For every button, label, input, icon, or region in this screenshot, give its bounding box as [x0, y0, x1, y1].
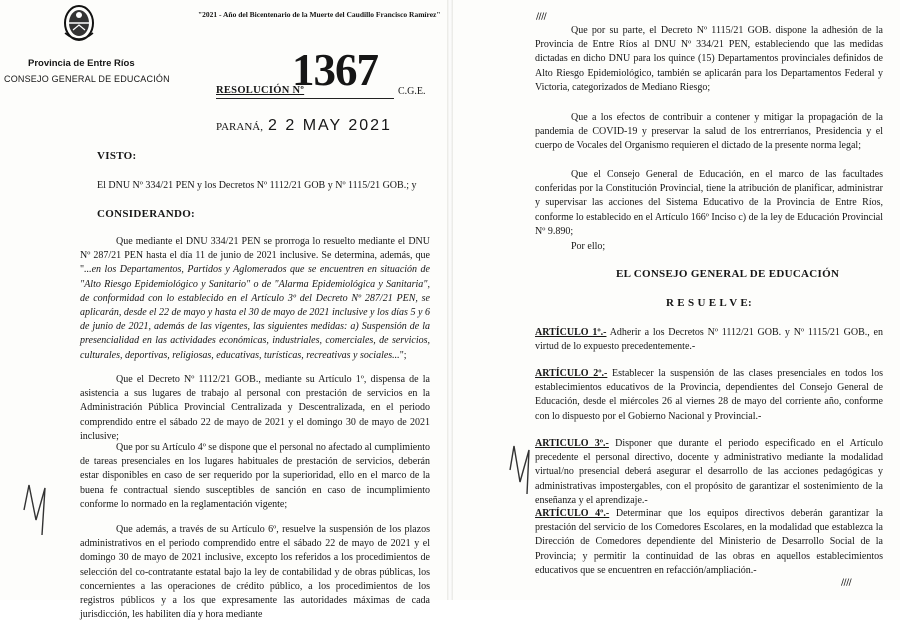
p2-text: Que el Decreto Nº 1112/21 GOB., mediante su Artículo 1º, dispensa de la asistencia a sus lugares de trabajo al personal con prestación de servicios en la Administración Pública Provincial Centralizada y Descentralizada, en el periodo comprendido entre el sábado 22 de mayo de 2021 y el domingo 30 de mayo de 2021 inclusive;	[80, 374, 430, 442]
initial-mark-icon	[20, 480, 50, 540]
article-1-label: ARTÍCULO 1º.-	[535, 327, 607, 338]
considerando-paragraph-2	[80, 373, 430, 444]
resolution-label: RESOLUCIÓN Nº	[216, 85, 305, 96]
article-2-label: ARTÍCULO 2º.-	[535, 368, 608, 379]
article-3-label: ARTICULO 3º.-	[535, 438, 609, 449]
right-page	[453, 0, 900, 600]
p1-quote: ...en los Departamentos, Partidos y Aglomerados que se encuentren en situación de "Alto Riesgo Epidemiológico y Sanitario" o de "Alarma Epidemiológica y Sanitaria", de conformidad con lo establecido en el Artículo 3º del Decreto Nº 287/21 PEN, se aplicarán, desde el 22 de mayo y hasta el 30 de mayo de 2021 inclusive y los días 5 y 6 de junio de 2021, además de las vigentes, las siguientes medidas: a) Suspensión de la presencialidad en las actividades económicas, industriales, comerciales, de servicios, culturales, deportivas, religiosas, educativas, turísticas, recreativas y sociales...	[80, 264, 430, 361]
resolution-suffix: C.G.E.	[398, 86, 426, 97]
p4-text: Que además, a través de su Artículo 6º, resuelve la suspensión de los plazos administrativos en el periodo comprendido entre el sábado 22 de mayo de 2021 y el domingo 30 de mayo de 2021 inclusive, excepto los referidos a los procedimientos de selección del co-contratante estatal bajo la ley de contabilidad y de obras públicas, los concernientes a las operaciones de crédito público, a los procedimientos de los registros públicos y a los que expresamente las autoridades máximas de cada jurisdicción, les habiliten día y hora mediante	[80, 524, 430, 621]
left-page	[0, 0, 447, 621]
article-3-text: Disponer que durante el periodo especificado en el Artículo precedente el personal directivo, docente y administrativo mediante la modalidad virtual/no presencial deberá asegurar el desarrollo de las acciones pedagógicas y administrativas impostergables, con el propósito de garantizar el sostenimiento de la enseñanza y el aprendizaje.-	[535, 438, 883, 506]
continuation-mark-top: ////	[536, 12, 547, 22]
considerando-paragraph-6	[535, 111, 883, 154]
continuation-mark-bottom: ////	[841, 578, 852, 588]
considerando-paragraph-1	[80, 235, 430, 363]
considerando-paragraph-5	[535, 24, 883, 95]
resolution-underline	[216, 98, 394, 99]
date-place: PARANÁ,	[216, 121, 263, 133]
visto-text: El DNU Nº 334/21 PEN y los Decretos Nº 1112/21 GOB y Nº 1115/21 GOB.; y	[97, 180, 417, 191]
date-stamp: 2 2 MAY 2021	[268, 117, 392, 134]
visto-heading: VISTO:	[97, 150, 137, 162]
p6-text: Que a los efectos de contribuir a contener y mitigar la propagación de la pandemia de COVID-19 y preservar la salud de los entrerrianos, Presidencia y el cuerpo de Vocales del Organismo requieren el dictado de la presente norma legal;	[535, 112, 883, 152]
p1-end: ";	[399, 349, 407, 361]
article-4-label: ARTÍCULO 4º.-	[535, 508, 610, 519]
considerando-paragraph-4	[80, 523, 430, 622]
p5-text: Que por su parte, el Decreto Nº 1115/21 GOB. dispone la adhesión de la Provincia de Entre Ríos al DNU Nº 334/21 PEN, estableciendo que las medidas dictadas en dicho DNU para los quince (15) Departamentos provinciales definidos de Alto Riesgo Epidemiológico, también se aplicarán para los Departamentos Federal y Victoria, categorizados de Mediano Riesgo;	[535, 25, 883, 93]
considerando-paragraph-3	[80, 441, 430, 512]
article-2	[535, 367, 883, 424]
provincial-crest-icon	[62, 3, 96, 43]
resuelve-heading: R E S U E L V E:	[666, 297, 753, 309]
resolution-number: 1367	[292, 45, 378, 95]
initial-mark-icon	[505, 440, 535, 500]
province-name: Provincia de Entre Ríos	[28, 58, 135, 69]
article-1	[535, 326, 883, 354]
article-2-text: Establecer la suspensión de las clases presenciales en todos los establecimientos educativos de la Provincia, dependientes del Consejo General de Educación, desde el miércoles 26 al viernes 28 de mayo del corriente año, conforme con lo dispuesto por el Gobierno Nacional y Provincial.-	[535, 368, 883, 422]
article-4	[535, 507, 883, 578]
considerando-paragraph-7	[535, 168, 883, 239]
considerando-heading: CONSIDERANDO:	[97, 208, 196, 220]
p3-text: Que por su Artículo 4º se dispone que el personal no afectado al cumplimiento de tareas presenciales en los lugares habituales de prestación de servicios, deberán estar disponibles en caso de ser requerido por la superioridad, ello en el marco de la buena fe contractual siendo susceptibles de sanción en caso de incumplimiento conforme lo normado en la reglamentación vigente;	[80, 442, 430, 510]
council-name: CONSEJO GENERAL DE EDUCACIÓN	[4, 74, 170, 84]
year-motto: "2021 - Año del Bicentenario de la Muerte del Caudillo Francisco Ramírez"	[198, 10, 441, 19]
article-3	[535, 437, 883, 508]
council-heading: EL CONSEJO GENERAL DE EDUCACIÓN	[616, 268, 840, 280]
por-ello: Por ello;	[571, 241, 606, 252]
p1-intro: Que mediante el DNU 334/21 PEN se prorroga lo resuelto mediante el DNU Nº 287/21 PEN hasta el día 11 de junio de 2021 inclusive. Se determina, además, que "	[80, 236, 430, 276]
article-1-text: Adherir a los Decretos Nº 1112/21 GOB. y Nº 1115/21 GOB., en virtud de lo expuesto precedentemente.-	[535, 327, 883, 353]
article-4-text: Determinar que los equipos directivos deberán garantizar la prestación del servicio de los Comedores Escolares, en la modalidad que establezca la Dirección de Comedores dependiente del Ministerio de Desarrollo Social de la Provincia; y permitir la continuidad de las obras en aquellos establecimientos educativos que se encuentren en refacción/ampliación.-	[535, 508, 883, 576]
p7-text: Que el Consejo General de Educación, en el marco de las facultades conferidas por la Constitución Provincial, tiene la atribución de planificar, administrar y supervisar las acciones del Sistema Educativo de la Provincia de Entre Ríos, conforme lo establecido en el Artículo 166º Inciso c) de la ley de Educación Provincial Nº 9.890;	[535, 169, 883, 237]
